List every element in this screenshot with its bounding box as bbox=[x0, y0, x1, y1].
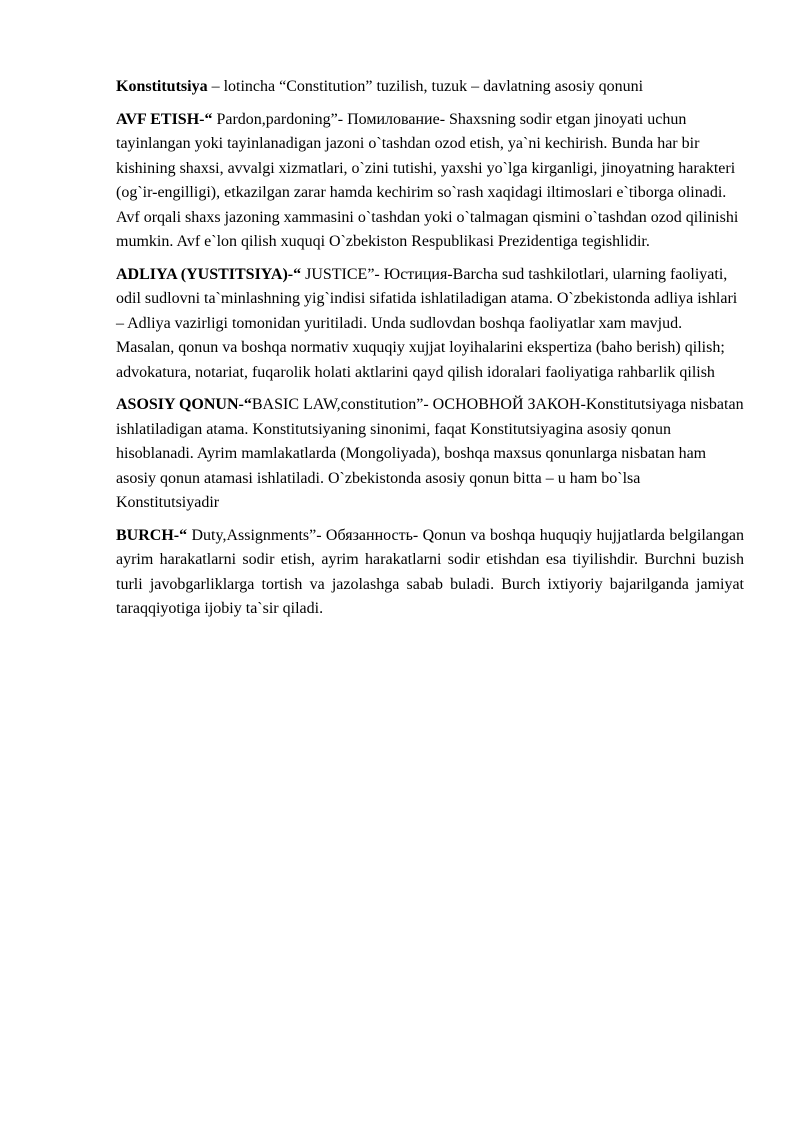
entry-body: Duty,Assignments”- Обязанность- Qonun va boshqa huquqiy hujjatlarda belgilangan ayrim harakatlarni sodir etish, ayrim harakatlarni sodir etishdan esa tiyilishdir. Burchni buzish turli javobgarliklarga tortish va jazolashga sabab buladi. Burch ixtiyoriy bajarilganda jamiyat taraqqiyotiga ijobiy ta`sir qiladi. bbox=[116, 526, 744, 617]
entry-term: ADLIYA (YUSTITSIYA)-“ bbox=[116, 265, 302, 283]
entry-body: BASIC LAW,constitution”- ОСНОВНОЙ ЗАКОН-Konstitutsiyaga nisbatan ishlatiladigan atama. Konstitutsiyaning sinonimi, faqat Konstitutsiyagina asosiy qonun hisoblanadi. Ayrim mamlakatlarda (Mongoliyada), boshqa maxsus qonunlarga nisbatan ham asosiy qonun atamasi ishlatiladi. O`zbekistonda asosiy qonun bitta – u ham bo`lsa Konstitutsiyadir bbox=[116, 396, 744, 511]
entry-adliya bbox=[116, 263, 744, 386]
entry-term: BURCH-“ bbox=[116, 526, 188, 544]
document-page bbox=[116, 75, 744, 630]
entry-term: ASOSIY QONUN-“ bbox=[116, 396, 252, 413]
entry-avf-etish bbox=[116, 108, 744, 255]
entry-term: Konstitutsiya bbox=[116, 78, 208, 95]
entry-burch bbox=[116, 524, 744, 622]
entry-body: – lotincha “Constitution” tuzilish, tuzuk – davlatning asosiy qonuni bbox=[207, 78, 644, 95]
entry-asosiy-qonun bbox=[116, 393, 744, 516]
entry-konstitutsiya bbox=[116, 75, 744, 100]
entry-body: Pardon,pardoning”- Помилование- Shaxsning sodir etgan jinoyati uchun tayinlangan yoki tayinlanadigan jazoni o`tashdan ozod etish, ya`ni kechirish. Bunda har bir kishining shaxsi, avvalgi xizmatlari, o`zini tutishi, yaxshi yo`lga kirganligi, jinoyatning harakteri (og`ir-engilligi), etkazilgan zarar hamda kechirim so`rash xaqidagi iltimoslari e`tiborga olinadi. Avf orqali shaxs jazoning xammasini o`tashdan yoki o`talmagan qismini o`tashdan ozod qilinishi mumkin. Avf e`lon qilish xuquqi O`zbekiston Respublikasi Prezidentiga tegishlidir. bbox=[116, 110, 739, 250]
entry-term: AVF ETISH-“ bbox=[116, 110, 213, 128]
entry-body: JUSTICE”- Юстиция-Barcha sud tashkilotlari, ularning faoliyati, odil sudlovni ta`minlashning yig`indisi sifatida ishlatiladigan atama. O`zbekistonda adliya ishlari – Adliya vazirligi tomonidan yuritiladi. Unda sudlovdan boshqa faoliyatlar xam mavjud. Masalan, qonun va boshqa normativ xuquqiy xujjat loyihalarini ekspertiza (baho berish) qilish; advokatura, notariat, fuqarolik holati aktlarini qayd qilish idoralari faoliyatiga rahbarlik qilish bbox=[116, 265, 738, 381]
